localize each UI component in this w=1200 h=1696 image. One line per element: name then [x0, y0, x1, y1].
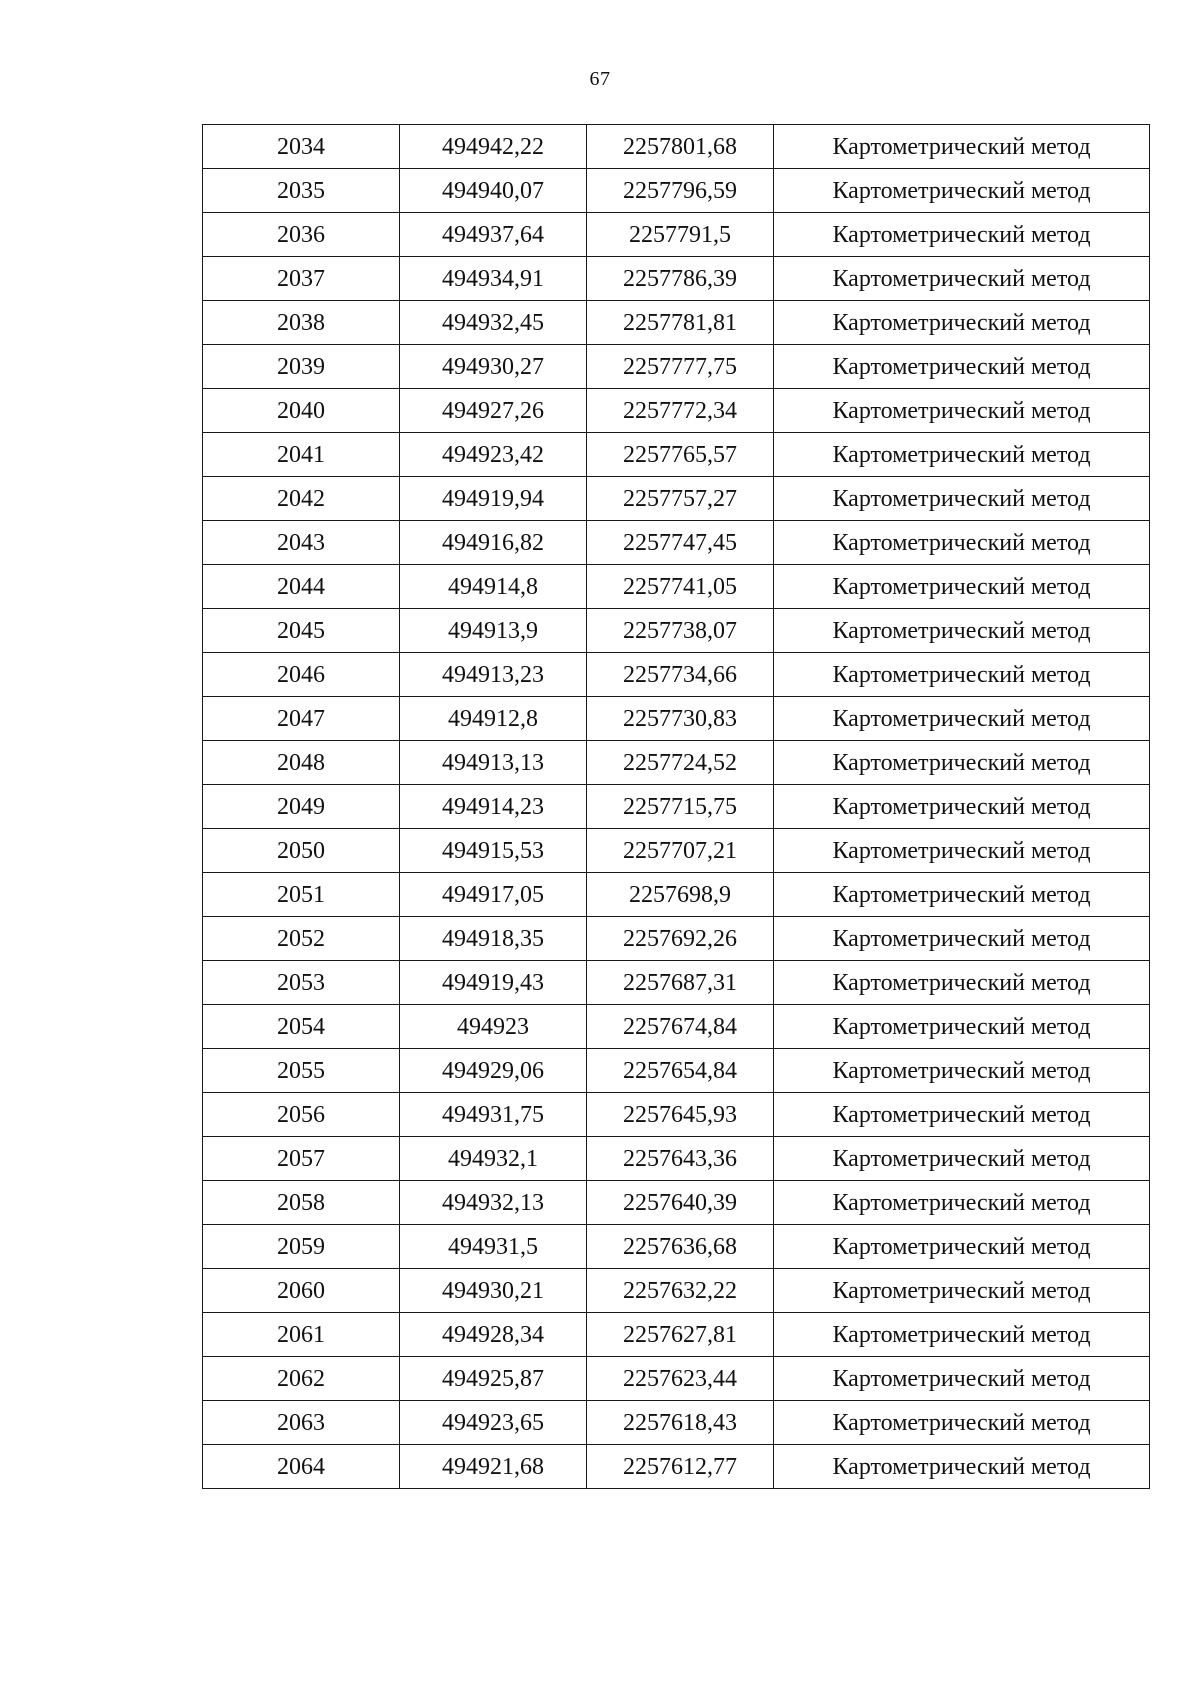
y-coordinate-cell: 2257640,39 — [587, 1181, 774, 1225]
point-number-cell: 2062 — [203, 1357, 400, 1401]
coordinates-table — [202, 124, 1150, 1489]
table-row — [203, 1313, 1150, 1357]
x-coordinate-cell: 494925,87 — [400, 1357, 587, 1401]
y-coordinate-cell: 2257692,26 — [587, 917, 774, 961]
y-coordinate-cell: 2257791,5 — [587, 213, 774, 257]
x-coordinate-cell: 494930,21 — [400, 1269, 587, 1313]
point-number-cell: 2060 — [203, 1269, 400, 1313]
point-number-cell: 2034 — [203, 125, 400, 169]
x-coordinate-cell: 494932,45 — [400, 301, 587, 345]
table-row — [203, 653, 1150, 697]
table-row — [203, 609, 1150, 653]
table-row — [203, 697, 1150, 741]
table-row — [203, 1005, 1150, 1049]
table-row — [203, 213, 1150, 257]
point-number-cell: 2043 — [203, 521, 400, 565]
y-coordinate-cell: 2257734,66 — [587, 653, 774, 697]
y-coordinate-cell: 2257627,81 — [587, 1313, 774, 1357]
point-number-cell: 2041 — [203, 433, 400, 477]
x-coordinate-cell: 494937,64 — [400, 213, 587, 257]
y-coordinate-cell: 2257612,77 — [587, 1445, 774, 1489]
point-number-cell: 2046 — [203, 653, 400, 697]
method-cell: Картометрический метод — [774, 477, 1150, 521]
point-number-cell: 2049 — [203, 785, 400, 829]
method-cell: Картометрический метод — [774, 1225, 1150, 1269]
x-coordinate-cell: 494914,23 — [400, 785, 587, 829]
point-number-cell: 2056 — [203, 1093, 400, 1137]
y-coordinate-cell: 2257730,83 — [587, 697, 774, 741]
x-coordinate-cell: 494912,8 — [400, 697, 587, 741]
method-cell: Картометрический метод — [774, 1005, 1150, 1049]
x-coordinate-cell: 494930,27 — [400, 345, 587, 389]
method-cell: Картометрический метод — [774, 1401, 1150, 1445]
method-cell: Картометрический метод — [774, 125, 1150, 169]
table-row — [203, 1445, 1150, 1489]
table-row — [203, 433, 1150, 477]
point-number-cell: 2044 — [203, 565, 400, 609]
method-cell: Картометрический метод — [774, 917, 1150, 961]
table-row — [203, 521, 1150, 565]
y-coordinate-cell: 2257738,07 — [587, 609, 774, 653]
method-cell: Картометрический метод — [774, 257, 1150, 301]
table-row — [203, 169, 1150, 213]
x-coordinate-cell: 494927,26 — [400, 389, 587, 433]
x-coordinate-cell: 494913,9 — [400, 609, 587, 653]
point-number-cell: 2053 — [203, 961, 400, 1005]
y-coordinate-cell: 2257757,27 — [587, 477, 774, 521]
x-coordinate-cell: 494942,22 — [400, 125, 587, 169]
y-coordinate-cell: 2257636,68 — [587, 1225, 774, 1269]
x-coordinate-cell: 494923,42 — [400, 433, 587, 477]
method-cell: Картометрический метод — [774, 1313, 1150, 1357]
point-number-cell: 2061 — [203, 1313, 400, 1357]
table-row — [203, 785, 1150, 829]
table-row — [203, 829, 1150, 873]
method-cell: Картометрический метод — [774, 653, 1150, 697]
x-coordinate-cell: 494913,13 — [400, 741, 587, 785]
y-coordinate-cell: 2257632,22 — [587, 1269, 774, 1313]
x-coordinate-cell: 494919,94 — [400, 477, 587, 521]
point-number-cell: 2059 — [203, 1225, 400, 1269]
table-row — [203, 301, 1150, 345]
y-coordinate-cell: 2257674,84 — [587, 1005, 774, 1049]
y-coordinate-cell: 2257724,52 — [587, 741, 774, 785]
point-number-cell: 2037 — [203, 257, 400, 301]
method-cell: Картометрический метод — [774, 697, 1150, 741]
x-coordinate-cell: 494940,07 — [400, 169, 587, 213]
point-number-cell: 2063 — [203, 1401, 400, 1445]
table-row — [203, 1137, 1150, 1181]
x-coordinate-cell: 494918,35 — [400, 917, 587, 961]
x-coordinate-cell: 494934,91 — [400, 257, 587, 301]
y-coordinate-cell: 2257618,43 — [587, 1401, 774, 1445]
y-coordinate-cell: 2257698,9 — [587, 873, 774, 917]
x-coordinate-cell: 494931,5 — [400, 1225, 587, 1269]
y-coordinate-cell: 2257796,59 — [587, 169, 774, 213]
x-coordinate-cell: 494932,13 — [400, 1181, 587, 1225]
method-cell: Картометрический метод — [774, 1269, 1150, 1313]
y-coordinate-cell: 2257643,36 — [587, 1137, 774, 1181]
table-row — [203, 1269, 1150, 1313]
method-cell: Картометрический метод — [774, 741, 1150, 785]
table-row — [203, 1401, 1150, 1445]
point-number-cell: 2055 — [203, 1049, 400, 1093]
method-cell: Картометрический метод — [774, 785, 1150, 829]
x-coordinate-cell: 494931,75 — [400, 1093, 587, 1137]
table-row — [203, 1357, 1150, 1401]
table-row — [203, 873, 1150, 917]
y-coordinate-cell: 2257645,93 — [587, 1093, 774, 1137]
table-row — [203, 125, 1150, 169]
point-number-cell: 2048 — [203, 741, 400, 785]
table-row — [203, 1225, 1150, 1269]
method-cell: Картометрический метод — [774, 1181, 1150, 1225]
point-number-cell: 2047 — [203, 697, 400, 741]
table-row — [203, 741, 1150, 785]
point-number-cell: 2039 — [203, 345, 400, 389]
point-number-cell: 2050 — [203, 829, 400, 873]
y-coordinate-cell: 2257747,45 — [587, 521, 774, 565]
coordinates-table-body — [203, 125, 1150, 1489]
point-number-cell: 2038 — [203, 301, 400, 345]
method-cell: Картометрический метод — [774, 521, 1150, 565]
method-cell: Картометрический метод — [774, 213, 1150, 257]
x-coordinate-cell: 494915,53 — [400, 829, 587, 873]
method-cell: Картометрический метод — [774, 1137, 1150, 1181]
method-cell: Картометрический метод — [774, 609, 1150, 653]
point-number-cell: 2052 — [203, 917, 400, 961]
table-row — [203, 961, 1150, 1005]
y-coordinate-cell: 2257707,21 — [587, 829, 774, 873]
x-coordinate-cell: 494929,06 — [400, 1049, 587, 1093]
point-number-cell: 2058 — [203, 1181, 400, 1225]
point-number-cell: 2051 — [203, 873, 400, 917]
method-cell: Картометрический метод — [774, 301, 1150, 345]
table-row — [203, 1093, 1150, 1137]
method-cell: Картометрический метод — [774, 565, 1150, 609]
point-number-cell: 2035 — [203, 169, 400, 213]
y-coordinate-cell: 2257715,75 — [587, 785, 774, 829]
y-coordinate-cell: 2257777,75 — [587, 345, 774, 389]
point-number-cell: 2036 — [203, 213, 400, 257]
x-coordinate-cell: 494916,82 — [400, 521, 587, 565]
y-coordinate-cell: 2257741,05 — [587, 565, 774, 609]
method-cell: Картометрический метод — [774, 345, 1150, 389]
point-number-cell: 2042 — [203, 477, 400, 521]
table-row — [203, 1049, 1150, 1093]
y-coordinate-cell: 2257772,34 — [587, 389, 774, 433]
method-cell: Картометрический метод — [774, 829, 1150, 873]
x-coordinate-cell: 494917,05 — [400, 873, 587, 917]
table-row — [203, 345, 1150, 389]
point-number-cell: 2045 — [203, 609, 400, 653]
table-row — [203, 477, 1150, 521]
x-coordinate-cell: 494923,65 — [400, 1401, 587, 1445]
method-cell: Картометрический метод — [774, 433, 1150, 477]
y-coordinate-cell: 2257654,84 — [587, 1049, 774, 1093]
y-coordinate-cell: 2257786,39 — [587, 257, 774, 301]
x-coordinate-cell: 494932,1 — [400, 1137, 587, 1181]
y-coordinate-cell: 2257687,31 — [587, 961, 774, 1005]
y-coordinate-cell: 2257765,57 — [587, 433, 774, 477]
page-number: 67 — [589, 68, 611, 90]
x-coordinate-cell: 494921,68 — [400, 1445, 587, 1489]
method-cell: Картометрический метод — [774, 1445, 1150, 1489]
method-cell: Картометрический метод — [774, 1357, 1150, 1401]
x-coordinate-cell: 494913,23 — [400, 653, 587, 697]
table-row — [203, 565, 1150, 609]
x-coordinate-cell: 494923 — [400, 1005, 587, 1049]
method-cell: Картометрический метод — [774, 389, 1150, 433]
table-row — [203, 1181, 1150, 1225]
y-coordinate-cell: 2257781,81 — [587, 301, 774, 345]
point-number-cell: 2040 — [203, 389, 400, 433]
x-coordinate-cell: 494928,34 — [400, 1313, 587, 1357]
method-cell: Картометрический метод — [774, 169, 1150, 213]
table-row — [203, 917, 1150, 961]
table-row — [203, 257, 1150, 301]
point-number-cell: 2064 — [203, 1445, 400, 1489]
y-coordinate-cell: 2257623,44 — [587, 1357, 774, 1401]
method-cell: Картометрический метод — [774, 961, 1150, 1005]
table-row — [203, 389, 1150, 433]
point-number-cell: 2057 — [203, 1137, 400, 1181]
x-coordinate-cell: 494914,8 — [400, 565, 587, 609]
x-coordinate-cell: 494919,43 — [400, 961, 587, 1005]
y-coordinate-cell: 2257801,68 — [587, 125, 774, 169]
method-cell: Картометрический метод — [774, 873, 1150, 917]
point-number-cell: 2054 — [203, 1005, 400, 1049]
method-cell: Картометрический метод — [774, 1093, 1150, 1137]
method-cell: Картометрический метод — [774, 1049, 1150, 1093]
